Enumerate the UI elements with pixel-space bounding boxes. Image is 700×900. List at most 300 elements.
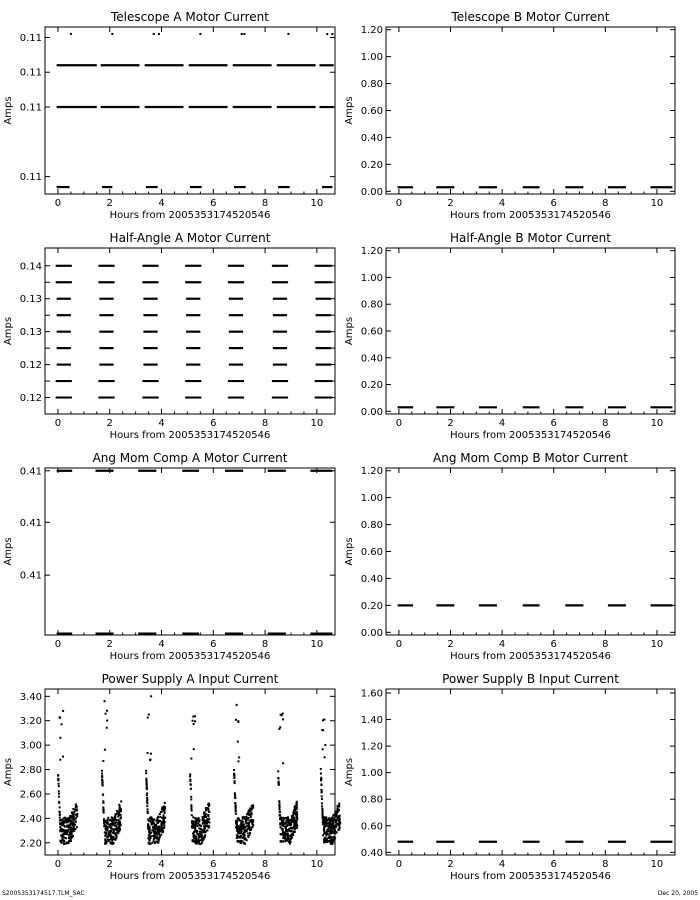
x-tick-label: 0	[54, 639, 62, 650]
x-tick-label: 4	[498, 859, 506, 870]
data-point	[70, 33, 72, 35]
data-point	[72, 827, 74, 829]
chart-title: Telescope A Motor Current	[111, 10, 269, 24]
data-point	[322, 719, 324, 721]
data-point	[286, 397, 288, 399]
data-point	[70, 281, 72, 283]
data-point	[242, 397, 244, 399]
data-point	[334, 829, 336, 831]
data-point	[75, 817, 77, 819]
data-point	[146, 800, 148, 802]
data-point	[323, 817, 325, 819]
data-point	[278, 804, 280, 806]
data-point	[145, 779, 147, 781]
data-point	[331, 836, 333, 838]
footer-filename: S2005353174517.TLM_SAC	[2, 890, 85, 897]
y-tick-label: 0.80	[360, 794, 383, 806]
data-point	[244, 837, 246, 839]
data-point	[245, 821, 247, 823]
data-point	[59, 737, 61, 739]
data-point	[250, 827, 252, 829]
data-point	[116, 824, 118, 826]
data-point	[336, 808, 338, 810]
x-tick-label: 10	[650, 859, 664, 870]
data-point	[339, 819, 341, 821]
x-tick-label: 6	[210, 198, 217, 209]
data-point	[207, 821, 209, 823]
data-point	[59, 830, 61, 832]
data-point	[324, 744, 326, 746]
data-point	[64, 826, 66, 828]
data-point	[60, 841, 62, 843]
data-point	[283, 836, 285, 838]
data-point	[296, 807, 298, 809]
data-point	[58, 785, 60, 787]
data-point	[194, 828, 196, 830]
data-point	[161, 831, 163, 833]
data-point	[330, 281, 332, 283]
data-point	[234, 806, 236, 808]
data-point	[153, 840, 155, 842]
chart-title: Telescope B Motor Current	[451, 10, 610, 24]
y-tick-label: 0.40	[360, 573, 383, 585]
data-point	[101, 773, 103, 775]
data-point	[62, 838, 64, 840]
data-point	[251, 823, 253, 825]
data-point	[203, 812, 205, 814]
data-point	[117, 815, 119, 817]
x-tick-label: 4	[158, 418, 165, 429]
data-point	[199, 265, 201, 267]
data-point	[110, 842, 112, 844]
y-tick-label: 0.14	[19, 261, 42, 273]
data-point	[114, 816, 116, 818]
x-tick-label: 4	[498, 418, 506, 429]
data-point	[248, 827, 250, 829]
data-point	[280, 822, 282, 824]
data-point	[150, 753, 152, 755]
y-tick-label: 0.11	[19, 32, 42, 44]
data-point	[195, 818, 197, 820]
data-point	[105, 827, 107, 829]
x-tick-label: 4	[498, 198, 506, 209]
data-point	[158, 837, 160, 839]
data-point	[109, 834, 111, 836]
data-point	[240, 842, 242, 844]
data-point	[292, 833, 294, 835]
y-tick-label: 0.40	[360, 353, 383, 365]
y-tick-label: 0.41	[19, 517, 42, 529]
data-point	[146, 805, 148, 807]
chart-panel-1	[45, 27, 335, 194]
data-point	[120, 800, 122, 802]
data-point	[112, 824, 114, 826]
x-tick-label: 2	[106, 418, 113, 429]
data-point	[337, 829, 339, 831]
data-point	[208, 825, 210, 827]
data-point	[190, 798, 192, 800]
x-tick-label: 2	[106, 639, 113, 650]
y-tick-label: 0.11	[19, 102, 42, 114]
y-tick-label: 0.12	[19, 360, 42, 372]
data-point	[286, 830, 288, 832]
data-point	[234, 780, 236, 782]
data-point	[245, 818, 247, 820]
data-point	[101, 776, 103, 778]
data-point	[105, 841, 107, 843]
data-point	[148, 842, 150, 844]
data-point	[102, 760, 104, 762]
data-point	[237, 741, 239, 743]
x-axis-label: Hours from 2005353174520546	[450, 651, 611, 662]
data-point	[65, 821, 67, 823]
y-tick-label: 0.13	[19, 294, 42, 306]
data-point	[64, 831, 66, 833]
y-axis-label: Amps	[344, 757, 355, 787]
x-tick-label: 4	[158, 859, 165, 870]
data-point	[207, 818, 209, 820]
x-tick-label: 10	[650, 198, 664, 209]
data-point	[322, 834, 324, 836]
data-point	[326, 839, 328, 841]
data-point	[57, 779, 59, 781]
data-point	[203, 837, 205, 839]
data-point	[162, 809, 164, 811]
data-point	[118, 827, 120, 829]
chart-title: Power Supply B Input Current	[442, 672, 619, 686]
data-point	[67, 842, 69, 844]
data-point	[244, 843, 246, 845]
data-point	[192, 720, 194, 722]
x-tick-label: 0	[54, 859, 62, 870]
data-point	[250, 813, 252, 815]
footer-date: Dec 20, 2005	[657, 890, 698, 897]
y-tick-label: 0.20	[360, 600, 383, 612]
data-point	[102, 809, 104, 811]
data-point	[339, 822, 341, 824]
chart-title: Half-Angle A Motor Current	[109, 231, 271, 245]
data-point	[157, 265, 159, 267]
y-tick-label: 0.20	[360, 159, 383, 171]
data-point	[290, 824, 292, 826]
data-point	[110, 838, 112, 840]
data-point	[70, 838, 72, 840]
data-point	[326, 33, 328, 35]
data-point	[161, 821, 163, 823]
data-point	[199, 33, 201, 35]
x-tick-label: 2	[447, 859, 454, 870]
data-point	[289, 841, 291, 843]
data-point	[164, 812, 166, 814]
x-tick-label: 8	[602, 859, 609, 870]
data-point	[69, 818, 71, 820]
data-point	[242, 380, 244, 382]
data-point	[201, 838, 203, 840]
data-point	[189, 773, 191, 775]
data-point	[323, 823, 325, 825]
data-point	[66, 826, 68, 828]
data-point	[196, 840, 198, 842]
data-point	[68, 828, 70, 830]
data-point	[158, 827, 160, 829]
x-tick-label: 2	[447, 418, 454, 429]
data-point	[323, 821, 325, 823]
data-point	[238, 832, 240, 834]
data-point	[322, 729, 324, 731]
data-point	[76, 814, 78, 816]
data-point	[242, 281, 244, 283]
data-point	[105, 820, 107, 822]
chart-panel-2	[386, 27, 675, 194]
data-point	[321, 791, 323, 793]
data-point	[291, 827, 293, 829]
data-point	[278, 784, 280, 786]
data-point	[189, 780, 191, 782]
data-point	[337, 805, 339, 807]
data-point	[155, 824, 157, 826]
data-point	[107, 823, 109, 825]
data-point	[326, 841, 328, 843]
data-point	[198, 824, 200, 826]
data-point	[244, 834, 246, 836]
data-point	[236, 704, 238, 706]
y-tick-label: 1.20	[360, 466, 383, 478]
data-point	[60, 828, 62, 830]
data-point	[160, 834, 162, 836]
x-axis-label: Hours from 2005353174520546	[450, 871, 611, 882]
data-point	[154, 837, 156, 839]
data-point	[147, 819, 149, 821]
data-point	[203, 828, 205, 830]
chart-panel-4	[386, 248, 675, 414]
data-point	[235, 719, 237, 721]
data-point	[199, 397, 201, 399]
data-point	[333, 836, 335, 838]
data-point	[107, 836, 109, 838]
data-point	[146, 797, 148, 799]
data-point	[153, 822, 155, 824]
data-point	[58, 790, 60, 792]
data-point	[72, 813, 74, 815]
chart-title: Half-Angle B Motor Current	[450, 231, 611, 245]
data-point	[146, 784, 148, 786]
data-point	[295, 820, 297, 822]
data-point	[245, 816, 247, 818]
data-point	[104, 831, 106, 833]
x-tick-label: 0	[395, 198, 403, 209]
data-point	[293, 831, 295, 833]
data-point	[292, 814, 294, 816]
y-tick-label: 0.11	[19, 67, 42, 79]
x-tick-label: 6	[210, 639, 217, 650]
y-tick-label: 1.40	[360, 715, 383, 727]
data-point	[193, 840, 195, 842]
data-point	[108, 825, 110, 827]
data-point	[282, 823, 284, 825]
data-point	[157, 380, 159, 382]
data-point	[194, 720, 196, 722]
data-point	[115, 813, 117, 815]
data-point	[202, 816, 204, 818]
data-point	[161, 827, 163, 829]
data-point	[118, 812, 120, 814]
data-point	[193, 835, 195, 837]
y-tick-label: 0.80	[360, 520, 383, 532]
x-axis-label: Hours from 2005353174520546	[109, 210, 271, 221]
data-point	[74, 828, 76, 830]
data-point	[113, 832, 115, 834]
chart-title: Power Supply A Input Current	[101, 672, 279, 686]
data-point	[149, 839, 151, 841]
data-point	[289, 835, 291, 837]
data-point	[69, 832, 71, 834]
data-point	[118, 830, 120, 832]
data-point	[284, 831, 286, 833]
data-point	[164, 807, 166, 809]
x-tick-label: 6	[550, 418, 557, 429]
data-point	[323, 841, 325, 843]
data-point	[193, 723, 195, 725]
y-axis-label: Amps	[344, 316, 355, 346]
data-point	[292, 816, 294, 818]
data-point	[70, 829, 72, 831]
x-tick-label: 10	[310, 198, 324, 209]
data-point	[116, 810, 118, 812]
data-point	[192, 820, 194, 822]
data-point	[236, 824, 238, 826]
data-point	[249, 832, 251, 834]
y-tick-label: 0.40	[360, 847, 383, 859]
data-point	[328, 837, 330, 839]
data-point	[295, 827, 297, 829]
data-point	[238, 829, 240, 831]
data-point	[195, 822, 197, 824]
data-point	[286, 281, 288, 283]
data-point	[105, 825, 107, 827]
data-point	[293, 825, 295, 827]
data-point	[290, 830, 292, 832]
data-point	[283, 817, 285, 819]
data-point	[107, 817, 109, 819]
data-point	[158, 33, 160, 35]
data-point	[234, 782, 236, 784]
data-point	[279, 811, 281, 813]
data-point	[278, 728, 280, 730]
data-point	[157, 397, 159, 399]
data-point	[234, 802, 236, 804]
data-point	[63, 841, 65, 843]
data-point	[280, 841, 282, 843]
y-tick-label: 0.00	[360, 627, 383, 639]
data-point	[68, 819, 70, 821]
data-point	[114, 839, 116, 841]
data-point	[164, 802, 166, 804]
data-point	[251, 821, 253, 823]
data-point	[195, 838, 197, 840]
y-tick-label: 3.00	[19, 740, 42, 752]
x-tick-label: 8	[261, 418, 269, 429]
data-point	[119, 805, 121, 807]
data-point	[287, 838, 289, 840]
data-point	[110, 823, 112, 825]
x-tick-label: 0	[395, 859, 403, 870]
data-point	[59, 826, 61, 828]
data-point	[73, 829, 75, 831]
x-tick-label: 6	[550, 859, 557, 870]
y-axis-label: Amps	[3, 757, 14, 787]
data-point	[236, 826, 238, 828]
data-point	[280, 714, 282, 716]
data-point	[145, 770, 147, 772]
data-point	[62, 710, 64, 712]
y-tick-label: 1.00	[360, 272, 383, 284]
data-point	[335, 813, 337, 815]
y-axis-label: Amps	[344, 96, 355, 125]
data-point	[296, 824, 298, 826]
data-point	[322, 809, 324, 811]
data-point	[323, 826, 325, 828]
data-point	[327, 819, 329, 821]
data-point	[251, 806, 253, 808]
x-tick-label: 10	[650, 639, 664, 650]
data-point	[149, 759, 151, 761]
data-point	[147, 752, 149, 754]
data-point	[338, 803, 340, 805]
chart-title: Ang Mom Comp B Motor Current	[433, 451, 628, 465]
data-point	[290, 819, 292, 821]
data-point	[63, 843, 65, 845]
data-point	[59, 806, 61, 808]
data-point	[247, 811, 249, 813]
data-point	[332, 815, 334, 817]
y-tick-label: 2.40	[19, 813, 42, 825]
data-point	[192, 822, 194, 824]
data-point	[199, 380, 201, 382]
data-point	[241, 33, 243, 35]
data-point	[72, 825, 74, 827]
data-point	[200, 828, 202, 830]
data-point	[105, 713, 107, 715]
data-point	[101, 770, 103, 772]
data-point	[159, 835, 161, 837]
data-point	[76, 826, 78, 828]
data-point	[331, 33, 333, 35]
data-point	[194, 830, 196, 832]
data-point	[243, 826, 245, 828]
data-point	[248, 825, 250, 827]
y-tick-label: 1.20	[360, 246, 383, 258]
data-point	[330, 829, 332, 831]
data-point	[324, 832, 326, 834]
data-point	[205, 816, 207, 818]
data-point	[62, 836, 64, 838]
y-tick-label: 1.00	[360, 493, 383, 505]
data-point	[322, 748, 324, 750]
y-tick-label: 2.20	[19, 838, 42, 850]
data-point	[321, 814, 323, 816]
data-point	[64, 837, 66, 839]
data-point	[196, 831, 198, 833]
x-tick-label: 0	[54, 418, 62, 429]
data-point	[203, 821, 205, 823]
plot-frame	[45, 468, 335, 635]
data-point	[284, 823, 286, 825]
data-point	[157, 841, 159, 843]
data-point	[152, 820, 154, 822]
data-point	[102, 802, 104, 804]
y-tick-label: 0.60	[360, 326, 383, 338]
x-tick-label: 2	[447, 198, 454, 209]
